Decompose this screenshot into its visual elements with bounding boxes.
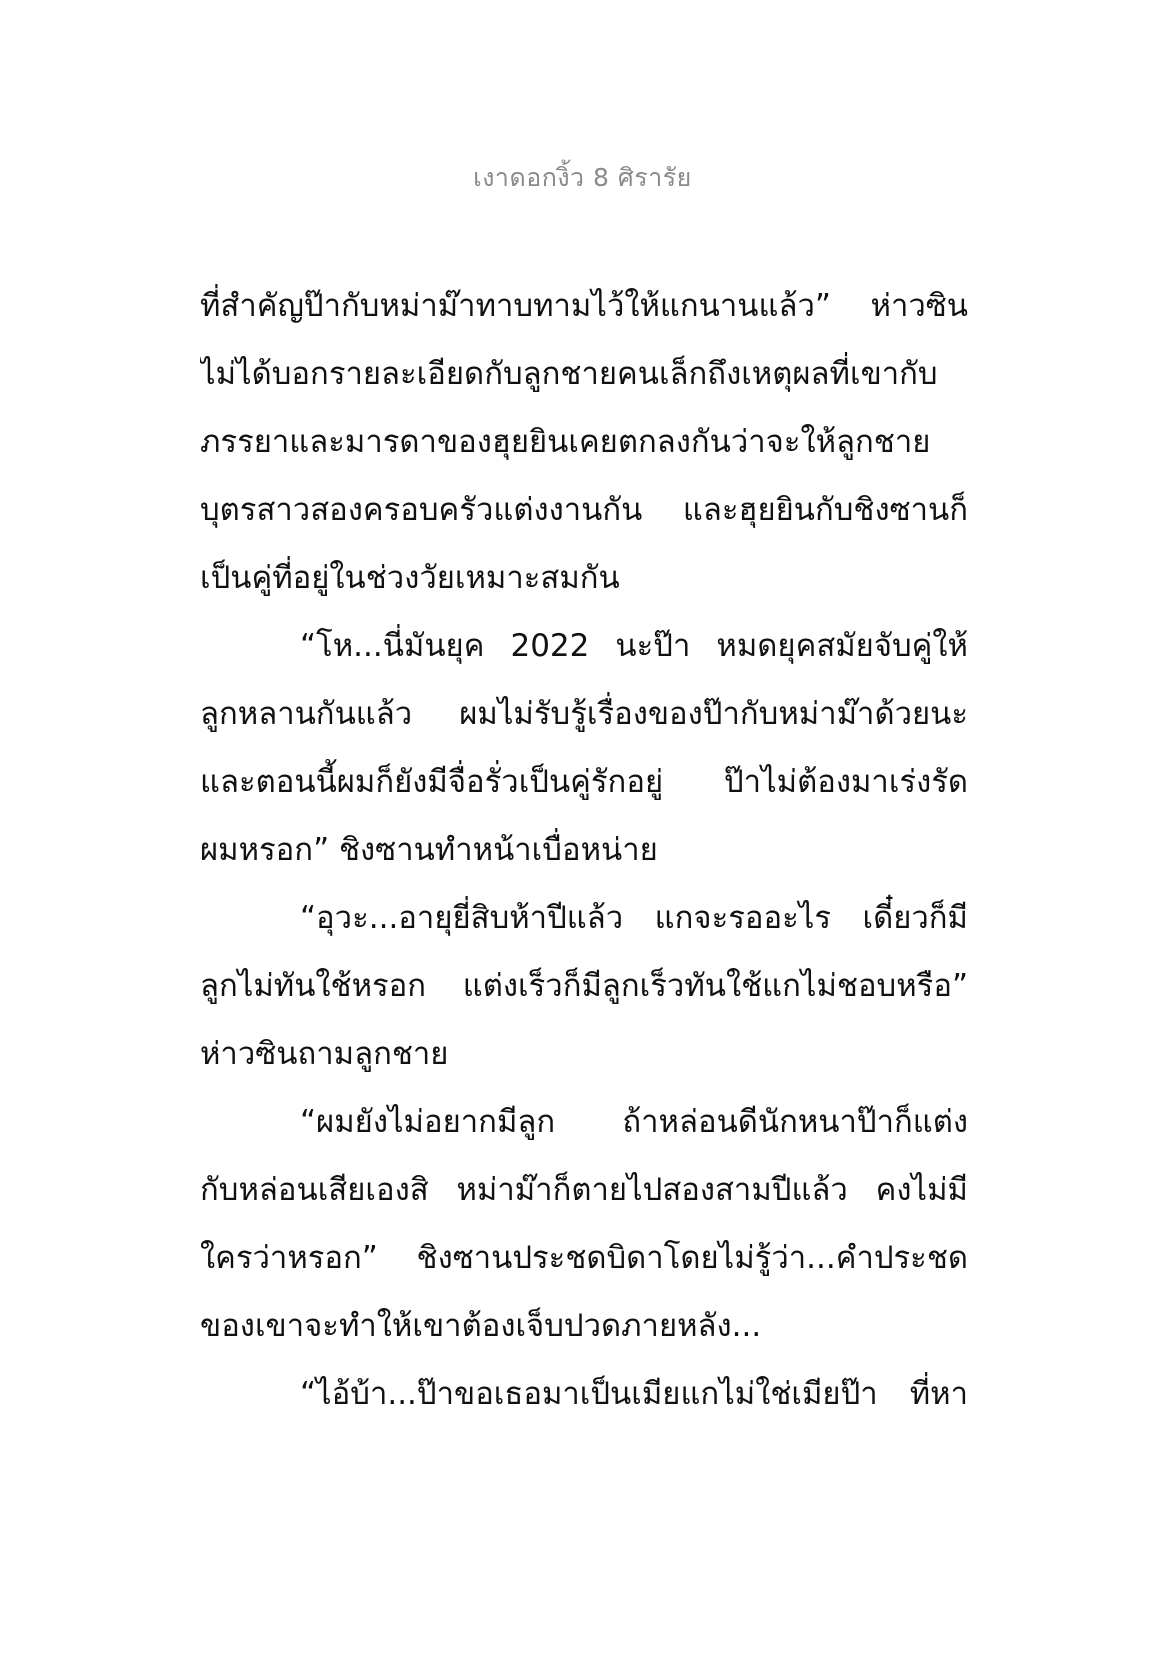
text-line: “โห...นี่มันยุค 2022 นะป๊า หมดยุคสมัยจับคู่ให้	[300, 628, 968, 664]
text-line: “อุวะ...อายุยี่สิบห้าปีแล้ว แกจะรออะไร เดี๋ยวก็มี	[300, 900, 968, 936]
text-line: กับหล่อนเสียเองสิ หม่าม๊าก็ตายไปสองสามปีแล้ว คงไม่มี	[200, 1172, 968, 1208]
text-line: เป็นคู่ที่อยู่ในช่วงวัยเหมาะสมกัน	[200, 560, 620, 596]
text-line: ของเขาจะทำให้เขาต้องเจ็บปวดภายหลัง...	[200, 1308, 762, 1344]
text-line: และตอนนี้ผมก็ยังมีจื่อรั่วเป็นคู่รักอยู่ ป๊าไม่ต้องมาเร่งรัด	[200, 764, 968, 800]
text-line: ภรรยาและมารดาของฮุยยินเคยตกลงกันว่าจะให้ลูกชาย	[200, 424, 931, 460]
text-line: “ไอ้บ้า...ป๊าขอเธอมาเป็นเมียแกไม่ใช่เมียป๊า ที่หา	[300, 1376, 968, 1412]
text-line: “ผมยังไม่อยากมีลูก ถ้าหล่อนดีนักหนาป๊าก็แต่ง	[300, 1104, 968, 1140]
text-line: ไม่ได้บอกรายละเอียดกับลูกชายคนเล็กถึงเหตุผลที่เขากับ	[200, 356, 938, 392]
text-line: ใครว่าหรอก” ชิงซานประชดบิดาโดยไม่รู้ว่า...คำประชด	[200, 1240, 968, 1276]
text-line: ลูกไม่ทันใช้หรอก แต่งเร็วก็มีลูกเร็วทันใช้แกไม่ชอบหรือ”	[200, 968, 968, 1004]
text-line: ผมหรอก” ชิงซานทำหน้าเบื่อหน่าย	[200, 832, 658, 868]
running-header: เงาดอกงิ้ว 8 ศิรารัย	[473, 163, 692, 192]
body-text	[200, 272, 968, 1428]
text-line: บุตรสาวสองครอบครัวแต่งงานกัน และฮุยยินกับชิงซานก็	[200, 492, 968, 528]
text-line: ลูกหลานกันแล้ว ผมไม่รับรู้เรื่องของป๊ากับหม่าม๊าด้วยนะ	[200, 696, 968, 732]
text-line: ห่าวซินถามลูกชาย	[200, 1036, 449, 1072]
text-line: ที่สำคัญป๊ากับหม่าม๊าทาบทามไว้ให้แกนานแล้ว” ห่าวซิน	[200, 288, 968, 324]
